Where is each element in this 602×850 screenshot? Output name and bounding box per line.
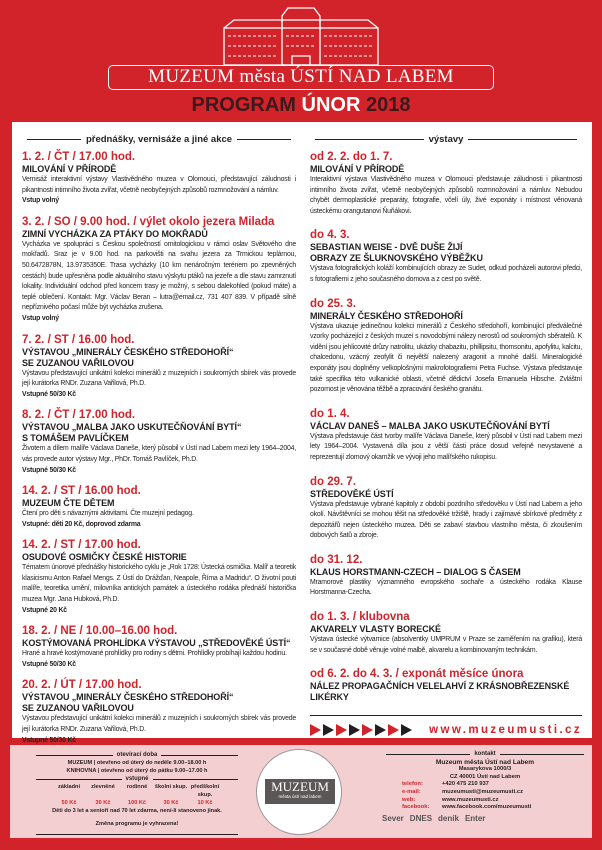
section-heading: výstavy: [310, 134, 582, 145]
event-admission: Vstupné 50/30 Kč: [22, 466, 76, 474]
event-admission: Vstupné: děti 20 Kč, doprovod zdarma: [22, 520, 141, 528]
event-item: [22, 625, 296, 670]
contact-row: [382, 797, 588, 805]
website-link[interactable]: www.muzeumusti.cz: [429, 724, 582, 737]
event-title: AKVARELY VLASTY BORECKÉ: [310, 624, 441, 635]
sponsor-logo: Sever: [382, 813, 404, 823]
contact-row: [382, 789, 588, 797]
event-item: [22, 151, 296, 207]
event-date: 3. 2. / SO / 9.00 hod. / výlet okolo jezera Milada: [22, 215, 275, 228]
program-card: [12, 122, 592, 744]
event-item: [310, 668, 582, 703]
event-description: Životem a dílem malíře Václava Daneše, který působil v Ústí nad Labem mezi lety 1964–2004, vás provede autor výstavy Mgr., PhDr. Tomáš Pavlíček, Ph.D.: [22, 445, 296, 463]
contact-row: [382, 804, 588, 812]
event-title: OBRAZY ZE ŠLUKNOVSKÉHO VÝBĚŽKU: [310, 253, 483, 264]
sponsor-logos: [382, 815, 588, 823]
event-date: 18. 2. / NE / 10.00–16.00 hod.: [22, 625, 178, 638]
event-title: MUZEUM ČTE DĚTEM: [22, 498, 115, 509]
museum-building-logo: [222, 6, 380, 66]
event-title: KOSTÝMOVANÁ PROHLÍDKA VÝSTAVOU „STŘEDOVĚKÉ ÚSTÍ“: [22, 638, 291, 649]
event-date: 1. 2. / ČT / 17.00 hod.: [22, 151, 136, 163]
event-title: OSUDOVÉ OSMIČKY ČESKÉ HISTORIE: [22, 552, 187, 563]
events-column: [22, 134, 296, 755]
event-admission: Vstupné 50/30 Kč: [22, 660, 76, 668]
event-title: VÁCLAV DANEŠ – MALBA JAKO USKUTEČŇOVÁNÍ BYTÍ: [310, 420, 550, 431]
exhibitions-column: [310, 134, 582, 736]
price-label: základní: [57, 784, 81, 790]
contact-value[interactable]: www.muzeumusti.cz: [442, 796, 499, 803]
event-item: [22, 679, 296, 746]
event-title: STŘEDOVĚKÉ ÚSTÍ: [310, 488, 394, 499]
event-date: 7. 2. / ST / 16.00 hod.: [22, 333, 135, 346]
event-title: SEBASTIAN WEISE - DVĚ DUŠE ŽIJÍ: [310, 242, 463, 253]
event-date: do 4. 3.: [310, 229, 350, 242]
hours-library: KNIHOVNA | otevřeno od úterý do pátku 9.00–17.00 h: [66, 768, 208, 774]
hours-heading: otevírací doba: [32, 751, 242, 759]
event-date: 14. 2. / ST / 17.00 hod.: [22, 539, 141, 552]
header: [0, 0, 602, 122]
event-item: [22, 539, 296, 616]
event-title: SE ZUZANOU VAŘILOVOU: [22, 357, 134, 368]
contact-label: facebook:: [402, 804, 430, 811]
event-item: [310, 151, 582, 217]
price-value: 50 Kč: [61, 800, 77, 806]
event-description: Mramorové plastiky významného evropského sochaře a ústeckého rodáka Klause Horstmanna-Czecha.: [310, 578, 582, 597]
event-title: S TOMÁŠEM PAVLÍČKEM: [22, 433, 129, 444]
event-item: [22, 334, 296, 401]
event-item: [310, 408, 582, 464]
event-item: [22, 485, 296, 530]
event-title: KLAUS HORSTMANN-CZECH – DIALOG S ČASEM: [310, 566, 521, 577]
page-title: PROGRAM ÚNOR 2018: [191, 94, 411, 116]
event-date: od 2. 2. do 1. 7.: [310, 151, 393, 163]
event-item: [310, 611, 582, 656]
change-note: Změna programu je vyhrazena!: [95, 821, 179, 827]
event-date: do 1. 3. / klubovna: [310, 611, 410, 624]
event-title: VÝSTAVOU „MALBA JAKO USKUTEČŇOVÁNÍ BYTÍ“: [22, 422, 242, 433]
address-street: Masarykova 1000/3: [458, 766, 512, 773]
footer: [10, 745, 592, 838]
contact-row: [382, 781, 588, 789]
price-value: 30 Kč: [163, 800, 179, 806]
event-description: Tématem únorové přednášky historického cyklu je „Rok 1728: Ústecká osmička. Malíř a teoretik klasicismu Anton Rafael Mengs. Z Ústí do Drážďan, Neapole, Říma a Madridu“. O životní pouti malíře, teoretika umění, milovníka antických památek a ústeckého rodáka přednáší historička muzea Mgr. Jana Hubková, Ph.D.: [22, 564, 296, 604]
contact-value[interactable]: +420 475 210 937: [442, 781, 489, 788]
event-description: Interaktivní výstava Vlastivědného muzea v Olomouci představuje záludnosti i pikantnosti intimního života zvířat, včetně neobyčejných způsobů rozmnožování a námluv. Nebudou chybět dermoplastické preparáty, fotografie, včelí úly, živé exponáty i místnost věnovaná ústeckému orangutanovi Ňuňákovi.: [310, 176, 582, 215]
website-row: [310, 724, 582, 736]
contact-value[interactable]: muzeumusti@muzeumusti.cz: [442, 788, 524, 795]
sponsor-logo: DNES: [409, 813, 433, 823]
price-label: zlevněné: [91, 784, 115, 790]
sponsor-logo: Enter: [464, 813, 486, 823]
section-heading: přednášky, vernisáže a jiné akce: [22, 134, 296, 145]
divider: [310, 715, 582, 716]
contact-heading: kontakt: [382, 751, 588, 759]
event-date: 8. 2. / ČT / 17.00 hod.: [22, 409, 136, 422]
event-admission: Vstup volný: [22, 197, 59, 205]
sponsor-logo: deník: [438, 813, 459, 823]
event-item: [310, 298, 582, 396]
event-item: [22, 409, 296, 476]
price-label: předškolní skup.: [190, 784, 220, 798]
hours-museum: MUZEUM | otevřeno od úterý do neděle 9.00–18.00 h: [67, 760, 207, 766]
address-city: CZ 40001 Ústí nad Labem: [449, 773, 521, 780]
free-note: Děti do 3 let a senioři nad 70 let zdarma, není-li stanoveno jinak.: [52, 808, 222, 814]
address-name: Muzeum města Ústí nad Labem: [435, 758, 535, 766]
event-item: [22, 216, 296, 325]
price-label: rodinné: [126, 784, 148, 790]
museum-name-banner: MUZEUM města ÚSTÍ NAD LABEM: [108, 65, 494, 90]
event-description: Výstava ústecké výtvarnice (absolventky UMPRUM v Praze se zaměřením na grafiku), která se v současné době věnuje volné malbě, akvarelu a kombinovaným technikám.: [310, 636, 582, 654]
event-title: SE ZUZANOU VAŘILOVOU: [22, 703, 134, 714]
event-title: MILOVÁNÍ V PŘÍRODĚ: [310, 164, 405, 174]
event-description: Výstavou představující unikátní kolekci minerálů z muzejních i soukromých sbírek vás provede její kurátorka RNDr. Zuzana Vařilová, Ph.D.: [22, 715, 296, 734]
event-item: [310, 554, 582, 599]
event-description: Čtení pro děti s návaznými aktivitami. Čte muzejní pedagog.: [22, 510, 194, 518]
event-date: od 6. 2. do 4. 3. / exponát měsíce února: [310, 668, 524, 681]
event-description: Výstava fotografických koláží kombinujících obrazy ze Sudet, odkud pocházeli autorovi předci, s fotografiemi z jeho současného domova a z cest po světě.: [310, 265, 582, 283]
contact-label: telefon:: [402, 781, 423, 788]
event-description: Výstava ukazuje jedinečnou kolekci minerálů z Českého středohoří, kombinující předválečné vzorky pocházející z českých muzeí s novodobými nálezy nerostů od soukromých sběratelů. K vidění jsou jehlicovité drůzy natrolitu, ukázky chabazitu, phillipsitu, thomsonitu, apofylitu, kalcitu, chalcedonu, vzácný zeofylit či největší nalezený aragonit a mnohé další. Mineralogické exponáty jsou doplněny velkoplošnými makrofotografiemi Petra Fuchse. Výstava představuje také specifika této vulkanické oblasti, včetně dědictví Josefa Emanuela Hibsche. Zvláštní pozornost je věnována těžbě a zpracování českého granátu.: [310, 322, 582, 394]
event-title: ZIMNÍ VYCHÁZKA ZA PTÁKY DO MOKŘADŮ: [22, 228, 208, 239]
price-label: školní skup.: [154, 784, 188, 790]
event-description: Výstava představuje část tvorby malíře Václava Daneše, který působil v Ústí nad Labem mezi lety 1964–2004. Vystavená díla jsou z větší části práce dosud veřejně nevystavené a reprezentují zlomový okamžik ve vývoji jeho malířského rukopisu.: [310, 432, 582, 461]
event-admission: Vstupné 20 Kč: [22, 606, 67, 614]
price-value: 10 Kč: [197, 800, 213, 806]
admission-heading: vstupné: [32, 775, 242, 783]
event-title: MILOVÁNÍ V PŘÍRODĚ: [22, 164, 117, 174]
event-date: do 29. 7.: [310, 475, 357, 488]
event-date: 14. 2. / ST / 16.00 hod.: [22, 485, 141, 498]
event-description: Vycházka ve spolupráci s Českou společností ornitologickou v rámci oslav Světového dne mokřadů. Sraz je v 9.00 hod. na parkovišti na svahu jezera za Trmickou teplárnou, 50.6472878N, 13.9735350E. Trasa vycházky (10 km nenáročným terénem po zpevněných cestách) bude upřesněna podle aktuálního stavu výskytu ptáků na jezeře a dle stavu zamrznutí lokality. Individuální odchod před koncem trasy je možný, s sebou dalekohled (pokud máte) a teplé oblečení. Kontakt: Mgr. Václav Beran – lutra@email.cz, 731 407 839. V případě silně nepříznivého počasí může být vycházka zrušena.: [22, 240, 296, 312]
event-item: [310, 476, 582, 542]
arrows-decoration: [310, 724, 412, 736]
event-title: VÝSTAVOU „MINERÁLY ČESKÉHO STŘEDOHOŘÍ“: [22, 346, 234, 357]
event-admission: Vstupné 50/30 Kč: [22, 390, 76, 398]
opening-hours: [32, 751, 242, 835]
contact-label: e-mail:: [402, 788, 421, 795]
event-description: Výstava představuje vybrané kapitoly z období pozdního středověku v Ústí nad Labem a jeho okolí. Návštěvníci se mohou těšit na středověké tržiště, hrady i zajímavé sbírkové předměty z depozitářů nejen ústeckého muzea. Děti se zabaví stavbou vlastního města, či zkoušením dobových šatů a zbroje.: [310, 500, 582, 540]
contact-block: [382, 751, 588, 822]
event-description: Výstavou představující unikátní kolekci minerálů z muzejních i soukromých sbírek vás provede její kurátorka RNDr. Zuzana Vařilová, Ph.D.: [22, 369, 296, 388]
event-admission: Vstupné 50/30 Kč: [22, 736, 76, 744]
event-date: 20. 2. / ÚT / 17.00 hod.: [22, 679, 142, 692]
event-description: Hrané a hravé kostýmované prohlídky pro rodiny s dětmi. Prohlídky probíhají každou hodinu.: [22, 650, 287, 658]
price-value: 30 Kč: [95, 800, 111, 806]
contact-label: web:: [402, 796, 416, 803]
event-date: do 1. 4.: [310, 407, 350, 420]
event-date: do 25. 3.: [310, 297, 357, 310]
contact-value[interactable]: www.facebook.com/muzeumusti: [442, 804, 532, 811]
price-value: 100 Kč: [127, 800, 147, 806]
event-title: NÁLEZ PROPAGAČNÍCH VELELAHVÍ Z KRÁSNOBŘEZENSKÉ LIKÉRKY: [310, 681, 570, 703]
event-admission: Vstup volný: [22, 314, 59, 322]
event-title: MINERÁLY ČESKÉHO STŘEDOHOŘÍ: [310, 310, 463, 321]
museum-logo: MUZEUM města ústí nad labem: [256, 749, 342, 835]
event-date: do 31. 12.: [310, 553, 363, 566]
event-description: Vernisáž interaktivní výstavy Vlastivědného muzea v Olomouci, představující záludnosti i pikantnosti intimního života zvířat, včetně neobyčejných způsobů rozmnožování a námluv.: [22, 176, 296, 194]
event-item: [310, 229, 582, 285]
event-title: VÝSTAVOU „MINERÁLY ČESKÉHO STŘEDOHOŘÍ“: [22, 692, 234, 703]
